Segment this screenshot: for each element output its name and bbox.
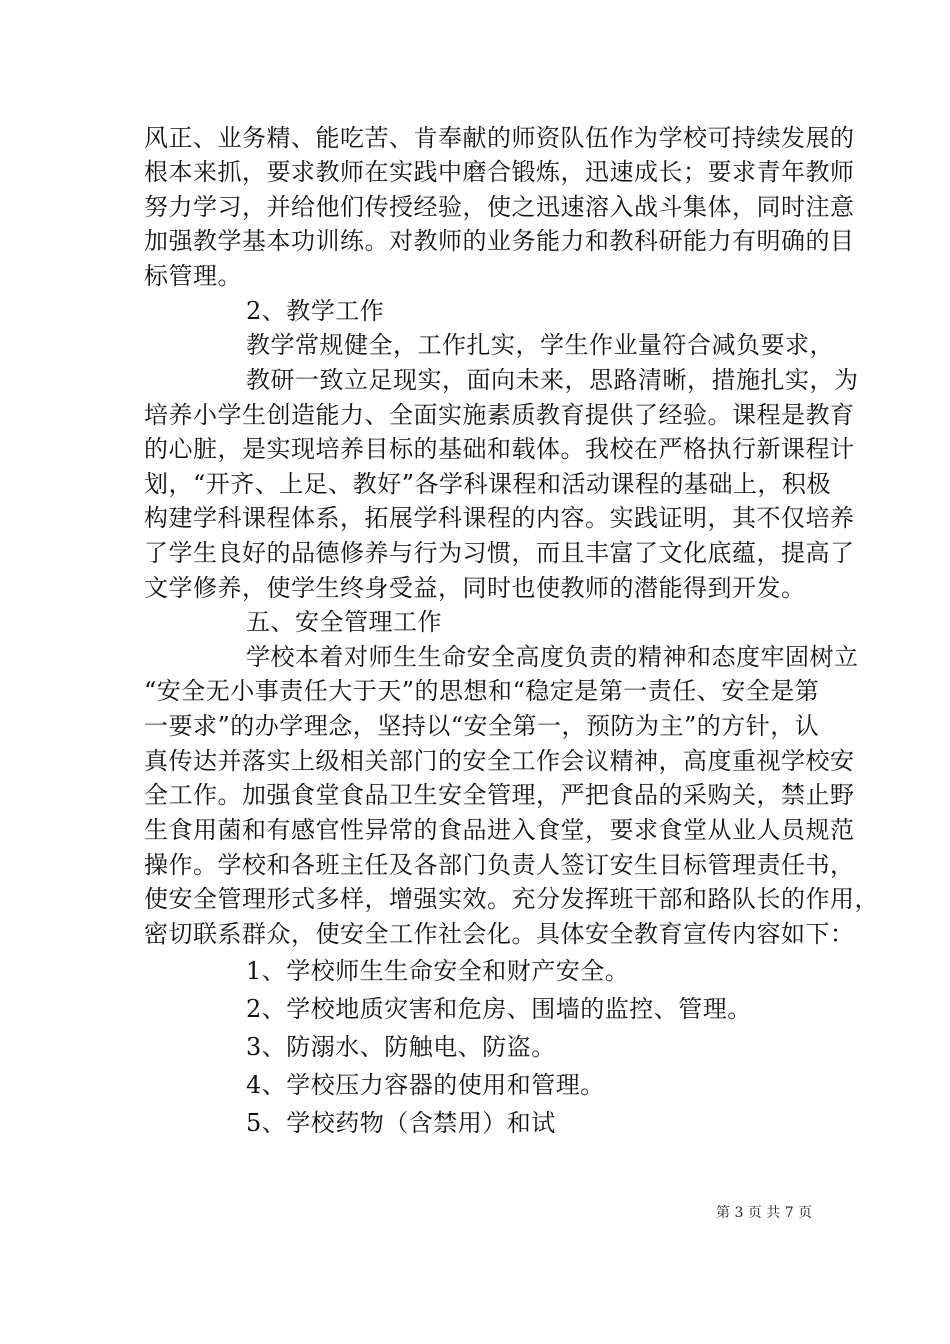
paragraph-line: 了学生良好的品德修养与行为习惯，而且丰富了文化底蕴，提高了 [144,539,855,567]
list-item: 5、学校药物（含禁用）和试 [246,1109,556,1137]
paragraph-line: 文学修养，使学生终身受益，同时也使教师的潜能得到开发。 [144,574,806,602]
paragraph-line: 一要求”的办学理念，坚持以“安全第一，预防为主”的方针，认 [144,712,820,740]
section-heading: 2、教学工作 [246,297,385,325]
list-item: 4、学校压力容器的使用和管理。 [246,1071,605,1099]
paragraph-line: 教学常规健全，工作扎实，学生作业量符合减负要求， [246,331,834,359]
paragraph-line: 的心脏，是实现培养目标的基础和载体。我校在严格执行新课程计 [144,435,855,463]
paragraph-line: 风正、业务精、能吃苦、肯奉献的师资队伍作为学校可持续发展的 [144,124,855,152]
paragraph-line: 学校本着对师生生命安全高度负责的精神和态度牢固树立 [246,643,859,671]
paragraph-line: 根本来抓，要求教师在实践中磨合锻炼，迅速成长；要求青年教师 [144,158,855,186]
section-heading: 五、安全管理工作 [246,608,442,636]
paragraph-line: “安全无小事责任大于天”的思想和“稳定是第一责任、安全是第 [144,677,820,705]
page-number: 第 3 页 共 7 页 [716,1205,813,1221]
paragraph-line: 培养小学生创造能力、全面实施素质教育提供了经验。课程是教育 [144,401,855,429]
paragraph-line: 操作。学校和各班主任及各部门负责人签订安生目标管理责任书， [144,851,855,879]
paragraph-line: 构建学科课程体系，拓展学科课程的内容。实践证明，其不仅培养 [144,504,855,532]
paragraph-line: 使安全管理形式多样，增强实效。充分发挥班干部和路队长的作用， [144,885,879,913]
paragraph-line: 教研一致立足现实，面向未来，思路清晰，措施扎实，为 [246,366,859,394]
paragraph-line: 标管理。 [144,262,242,290]
paragraph-line: 划，“开齐、上足、教好”各学科课程和活动课程的基础上，积极 [144,470,832,498]
paragraph-line: 加强教学基本功训练。对教师的业务能力和教科研能力有明确的目 [144,227,855,255]
paragraph-line: 努力学习，并给他们传授经验，使之迅速溶入战斗集体，同时注意 [144,193,855,221]
paragraph-line: 全工作。加强食堂食品卫生安全管理，严把食品的采购关，禁止野 [144,781,855,809]
list-item: 2、学校地质灾害和危房、围墙的监控、管理。 [246,995,752,1023]
paragraph-line: 真传达并落实上级相关部门的安全工作会议精神，高度重视学校安 [144,747,855,775]
paragraph-line: 生食用菌和有感官性异常的食品进入食堂，要求食堂从业人员规范 [144,816,855,844]
list-item: 1、学校师生生命安全和财产安全。 [246,957,630,985]
list-item: 3、防溺水、防触电、防盗。 [246,1033,556,1061]
paragraph-line: 密切联系群众，使安全工作社会化。具体安全教育宣传内容如下： [144,920,855,948]
